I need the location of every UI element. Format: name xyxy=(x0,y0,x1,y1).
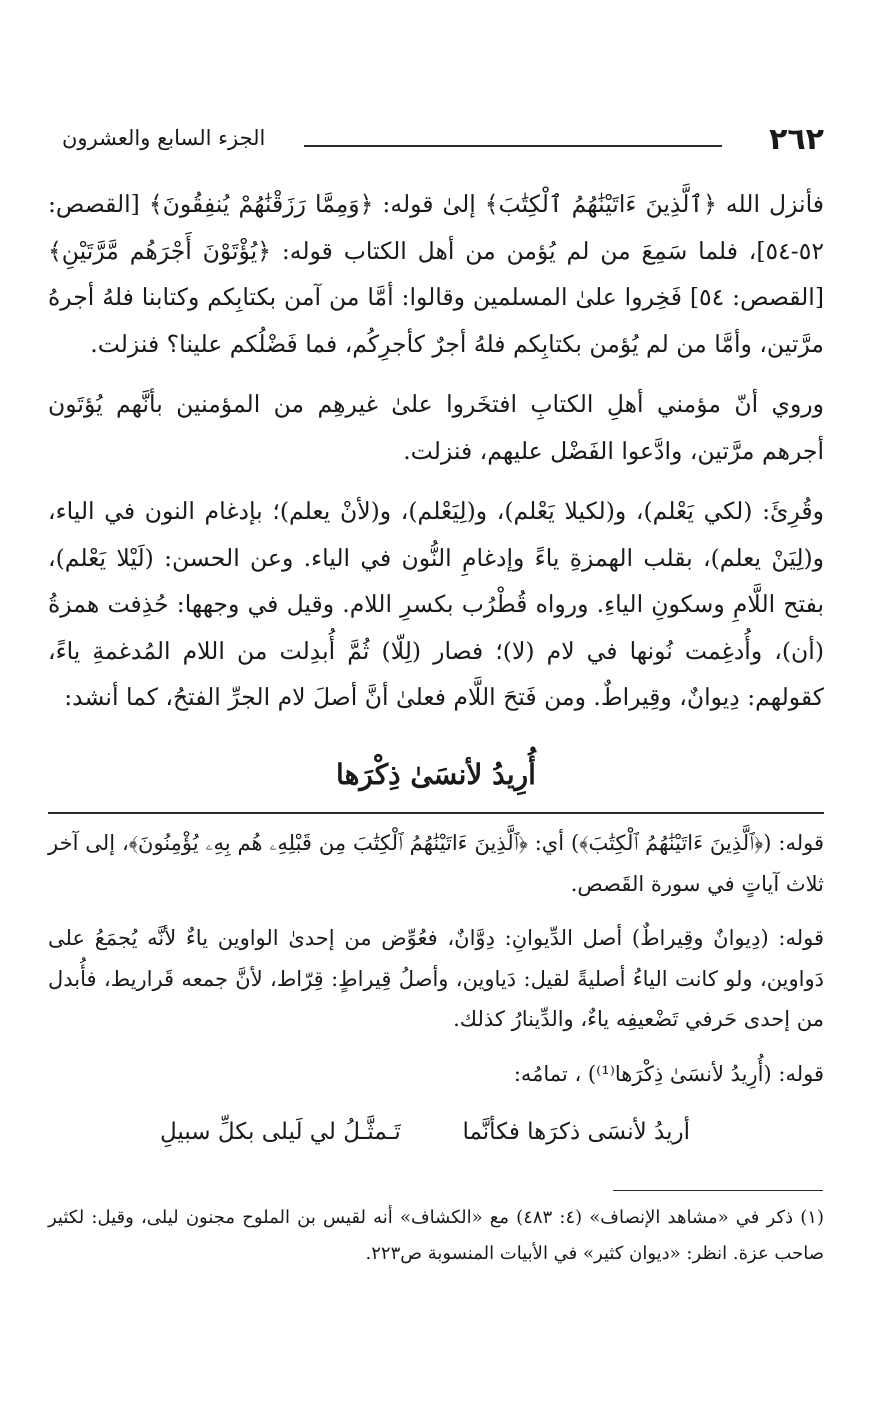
page-header xyxy=(62,118,824,166)
header-divider xyxy=(304,145,722,147)
main-paragraph: فأنزل الله ﴿ٱلَّذِينَ ءَاتَيْنَٰهُمُ ٱلْكِتَٰبَ﴾ إلىٰ قوله: ﴿وَمِمَّا رَزَقْنَٰهُمْ يُنفِقُونَ﴾ [القصص: ٥٢-٥٤]، فلما سَمِعَ من لم يُؤمن من أهل الكتاب قوله: ﴿يُؤْتَوْنَ أَجْرَهُم مَّرَّتَيْنِ﴾ [القصص: ٥٤] فَخِروا علىٰ المسلمين وقالوا: أمَّا من آمن بكتابِكم وكتابنا فلهُ أجرهُ مرَّتين، وأمَّا من لم يُؤمن بكتابِكم فلهُ أجرٌ كأجرِكُم، فما فَضْلُكم علينا؟ فنزلت. xyxy=(48,190,824,358)
commentary-paragraph: قوله: (دِيوانٌ وقِيراطٌ) أصل الدِّيوانِ: دِوَّانٌ، فعُوِّض من إحدىٰ الواوين ياءٌ لأنَّه يُجمَعُ على دَواوين، ولو كانت الياءُ أصليةً لقيل: دَياوين، وأصلُ قِيراطٍ: قِرّاط، لأنَّ جمعه قَراريط، فأُبدل من إحدى حَرفي تَضْعيفِه ياءٌ، والدِّينارُ كذلك. xyxy=(48,926,824,1031)
poetry-verse: أُرِيدُ لأنسَىٰ ذِكْرَها xyxy=(336,758,536,791)
commentary-paragraph: قوله: (﴿ٱلَّذِينَ ءَاتَيْنَٰهُمُ ٱلْكِتَٰبَ﴾) أي: ﴿ٱلَّذِينَ ءَاتَيْنَٰهُمُ ٱلْكِتَٰبَ مِن قَبْلِهِۦ هُم بِهِۦ يُؤْمِنُونَ﴾، إلى آخر ثلاث آياتٍ في سورة القَصص. xyxy=(48,831,824,896)
main-text xyxy=(48,181,824,721)
main-paragraph: وروي أنّ مؤمني أهلِ الكتابِ افتخَروا علىٰ غيرهِم من المؤمنين بأنَّهم يُؤتَون أجرهم مرَّتين، وادَّعوا الفَضْل عليهم، فنزلت. xyxy=(48,390,824,465)
first-hemistich: أريدُ لأنسَى ذكرَها فكأنَّما xyxy=(462,1119,690,1145)
second-hemistich: تَـمثَّـلُ لي لَيلى بكلِّ سبيلِ xyxy=(160,1119,401,1145)
footnote-text: (١) ذكر في «مشاهد الإنصاف» (٤: ٤٨٣) مع «الكشاف» أنه لقيس بن الملوح مجنون ليلى، وقيل: لكثير صاحب عزة. انظر: «ديوان كثير» في الأبيات المنسوبة ص٢٢٣. xyxy=(48,1207,824,1264)
commentary-divider xyxy=(48,812,824,814)
commentary-paragraph: قوله: (أُرِيدُ لأنسَىٰ ذِكْرَها⁽¹⁾) ، تمامُه: xyxy=(513,1061,824,1086)
page-number: ٢٦٢ xyxy=(769,122,824,157)
footnote-divider xyxy=(613,1190,823,1191)
main-paragraph: وقُرِئَ: (لكي يَعْلم)، و(لكيلا يَعْلم)، و(لِيَعْلم)، و(لأنْ يعلم)؛ بإدغام النون في الياء، و(لِيَنْ يعلم)، بقلب الهمزةِ ياءً وإدغامِ النُّون في الياء. وعن الحسن: (لَيْلا يَعْلم)، بفتح اللَّامِ وسكونِ الياءِ. ورواه قُطْرُب بكسرِ اللام. وقيل في وجهها: حُذِفت همزةُ (أن)، وأُدغِمت نُونها في لام (لا)؛ فصار (لِلّا) ثُمَّ أُبدِلت من اللام المُدغمةِ ياءً، كقولهم: دِيوانٌ، وقِيراطٌ. ومن فَتحَ اللَّام فعلىٰ أنَّ أصلَ لام الجرِّ الفتحُ، كما أنشد: xyxy=(48,497,824,711)
running-title: الجزء السابع والعشرون xyxy=(62,126,266,150)
footnote-section xyxy=(48,1200,824,1272)
commentary-section xyxy=(48,823,824,1094)
poetry-couplet xyxy=(160,1115,690,1159)
